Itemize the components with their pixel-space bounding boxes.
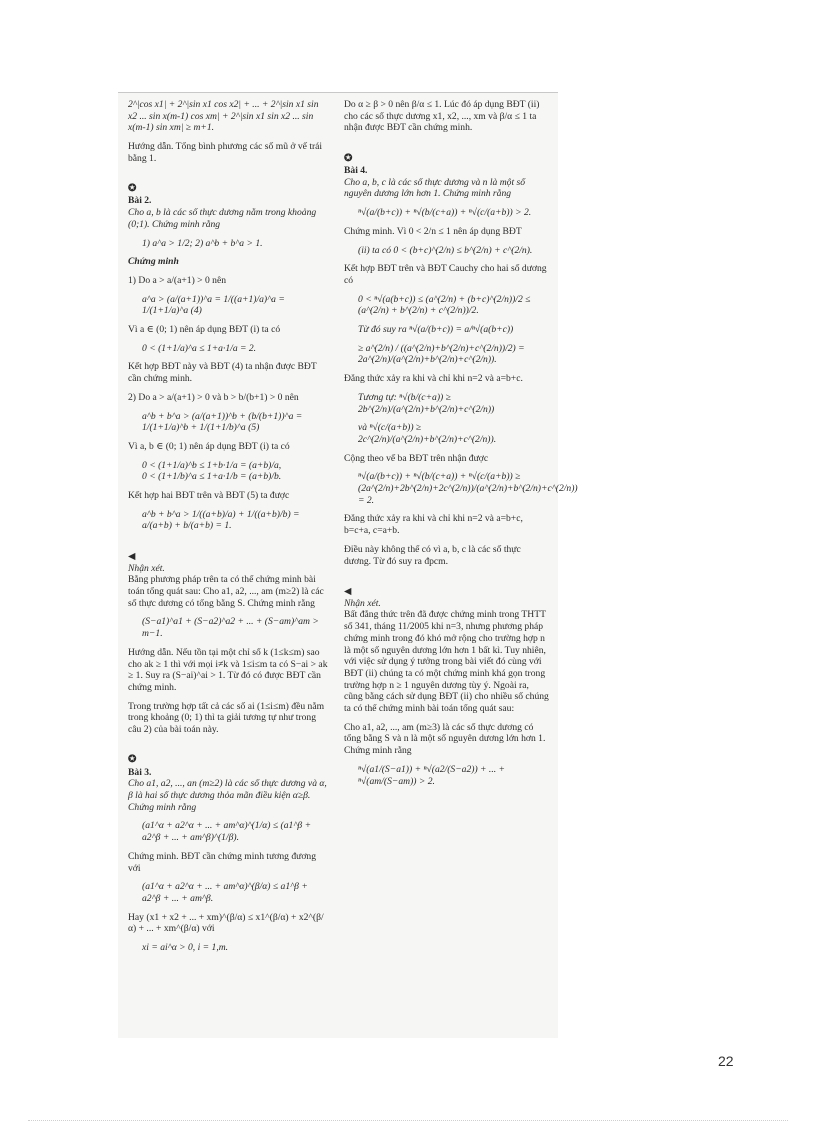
bai3-formula: (a1^α + a2^α + ... + am^α)^(1/α) ≤ (a1^β + a2^β + ... + am^β)^(1/β). <box>142 820 312 844</box>
bai3-eq: (a1^α + a2^α + ... + am^α)^(β/α) ≤ a1^β + a2^β + ... + am^β. <box>142 881 308 904</box>
do-text: Do α ≥ β > 0 nên β/α ≤ 1. Lúc đó áp dụng BĐT (ii) cho các số thực dương x1, x2, ..., xm và β/α ≤ 1 ta nhận được BĐT cần chứng minh. <box>344 99 540 134</box>
bai3-hay: Hay (x1 + x2 + ... + xm)^(β/α) ≤ x1^(β/α) + x2^(β/α) + ... + xm^(β/α) với <box>128 911 324 935</box>
bullet-icon: ✪ <box>344 152 353 164</box>
part2-intro: 2) Do a > a/(a+1) > 0 và b > b/(b+1) > 0 nên <box>128 391 299 403</box>
bai4-text: Cho a, b, c là các số thực dương và n là một số nguyên dương lớn hơn 1. Chứng minh rằng <box>344 176 526 200</box>
nhan-xet-text: Bất đẳng thức trên đã được chứng minh trong THTT số 341, tháng 11/2005 khi n=3, nhưng phương pháp chứng minh trong đó khó mở rộng cho trường hợp n là một số nguyên dương lớn hơn 1 bất kì. Tuy nhiên, với việc sử dụng ý tưởng trong bài viết đó cùng với BĐT (ii) chúng ta có một chứng minh khá gọn trong trường hợp n ≥ 1 nguyên dương tùy ý. Ngoài ra, cũng bằng cách sử dụng BĐT (ii) cho nhiều số chúng ta có thể chứng minh bài toán tổng quát sau: <box>344 609 549 715</box>
intro-hint: Hướng dẫn. Tổng bình phương các số mũ ở vế trái bằng 1. <box>128 141 323 164</box>
part2-eq5: a^b + b^a > (a/(a+1))^b + (b/(b+1))^a = 1/(1+1/a)^b + 1/(1+1/b)^a (5) <box>142 410 303 434</box>
dieu-nay: Điều này không thể có vì a, b, c là các số thực dương. Từ đó suy ra đpcm. <box>344 543 521 567</box>
nhan-xet-label: Nhận xét. <box>128 562 165 574</box>
cong-theo: Cộng theo vế ba BĐT trên nhận được <box>344 452 489 464</box>
remark-icon: ◀ <box>128 550 136 562</box>
dang-thuc-1: Đẳng thức xảy ra khi và chỉ khi n=2 và a=b+c. <box>344 373 523 385</box>
general-formula: ⁿ√(a1/(S−a1)) + ⁿ√(a2/(S−a2)) + ... + ⁿ√(am/(S−am)) > 2. <box>358 763 505 787</box>
bai4-label: Bài 4. <box>344 165 368 176</box>
bullet-icon: ✪ <box>128 754 137 766</box>
part1-ineq: 0 < (1+1/a)^a ≤ 1+a·1/a = 2. <box>142 342 257 354</box>
general-text: Cho a1, a2, ..., am (m≥3) là các số thực dương có tổng bằng S và n là một số nguyên dương lớn hơn 1. Chứng minh rằng <box>344 721 546 757</box>
footer-divider <box>28 1120 788 1121</box>
sum-formula: ⁿ√(a/(b+c)) + ⁿ√(b/(c+a)) + ⁿ√(c/(a+b)) ≥ (2a^(2/n)+2b^(2/n)+2c^(2/n))/(a^(2/n)+b^(2/n)+c^(2/n)) = 2. <box>358 471 578 506</box>
tuong-tu: Tương tự: ⁿ√(b/(c+a)) ≥ 2b^(2/n)/(a^(2/n)+b^(2/n)+c^(2/n)) <box>358 391 495 415</box>
bai2-heading <box>128 172 328 231</box>
nhan-xet-text: Bằng phương pháp trên ta có thể chứng minh bài toán tổng quát sau: Cho a1, a2, ..., am (m≥2) là các số thực dương có tổng bằng S. Chứng minh rằng <box>128 574 324 609</box>
dang-thuc-2: Đẳng thức xảy ra khi và chỉ khi n=2 và a=b+c, b=c+a, c=a+b. <box>344 513 523 537</box>
part1-since: Vì a ∈ (0; 1) nên áp dụng BĐT (i) ta có <box>128 324 281 336</box>
va: và ⁿ√(c/(a+b)) ≥ 2c^(2/n)/(a^(2/n)+b^(2/n)+c^(2/n)). <box>358 422 497 445</box>
nhan-xet-left <box>128 539 328 609</box>
bai2-parts: 1) a^a > 1/2; 2) a^b + b^a > 1. <box>142 237 263 249</box>
bai3-label: Bài 3. <box>128 766 152 778</box>
bai2-label: Bài 2. <box>128 195 152 207</box>
left-column <box>128 99 328 961</box>
cauchy-formula: 0 < ⁿ√(a(b+c)) ≤ (a^(2/n) + (b+c)^(2/n))/2 ≤ (a^(2/n) + b^(2/n) + c^(2/n))/2. <box>358 293 531 317</box>
bai4-heading <box>344 141 549 200</box>
part2-final: a^b + b^a > 1/((a+b)/a) + 1/((a+b)/b) = a/(a+b) + b/(a+b) = 1. <box>142 508 300 532</box>
part1-intro: 1) Do a > a/(a+1) > 0 nên <box>128 274 227 286</box>
part2-since: Vì a, b ∈ (0; 1) nên áp dụng BĐT (i) ta có <box>128 440 290 452</box>
bai3-heading <box>128 743 328 814</box>
part1-conclusion: Kết hợp BĐT này và BĐT (4) ta nhận được BĐT cần chứng minh. <box>128 361 317 385</box>
bai3-condition: xi = ai^α > 0, i = 1,m. <box>142 942 229 954</box>
nhan-xet-right <box>344 574 549 714</box>
cauchy-text: Kết hợp BĐT trên và BĐT Cauchy cho hai số dương có <box>344 263 547 286</box>
bai3-proof: Chứng minh. BĐT cần chứng minh tương đương với <box>128 850 316 874</box>
part2-conclusion: Kết hợp hai BĐT trên và BĐT (5) ta được <box>128 490 290 502</box>
chung-minh-heading: Chứng minh <box>128 256 179 268</box>
huong-dan-2: Hướng dẫn. Nếu tồn tại một chỉ số k (1≤k≤m) sao cho ak ≥ 1 thì với mọi i≠k và 1≤i≤m ta có S−ai > ak ≥ 1. Suy ra (S−ai)^ai > 1. Từ đó có được BĐT cần chứng minh. <box>128 646 328 693</box>
cm-ii: (ii) ta có 0 < (b+c)^(2/n) ≤ b^(2/n) + c^(2/n). <box>358 244 533 256</box>
right-column <box>344 99 578 794</box>
nhan-xet-label: Nhận xét. <box>344 597 381 609</box>
truong-hop: Trong trường hợp tất cả các số ai (1≤i≤m) đều nằm trong khoảng (0; 1) thì ta giải tương tự như trong câu 2) của bài toán này. <box>128 700 325 736</box>
nhan-xet-formula: (S−a1)^a1 + (S−a2)^a2 + ... + (S−am)^am > m−1. <box>142 616 319 640</box>
bullet-icon: ✪ <box>128 183 137 195</box>
bai3-text: Cho a1, a2, ..., an (m≥2) là các số thực dương và α, β là hai số thực dương thỏa mãn điều kiện α≥β. Chứng minh rằng <box>128 778 327 813</box>
cm-intro: Chứng minh. Vì 0 < 2/n ≤ 1 nên áp dụng BĐT <box>344 225 522 237</box>
remark-icon: ◀ <box>344 585 352 597</box>
part2-ineq: 0 < (1+1/a)^b ≤ 1+b·1/a = (a+b)/a, 0 < (1+1/b)^a ≤ 1+a·1/b = (a+b)/b. <box>142 459 282 483</box>
page-number: 22 <box>718 1053 734 1069</box>
part1-eq4: a^a > (a/(a+1))^a = 1/((a+1)/a)^a = 1/(1+1/a)^a (4) <box>142 293 285 317</box>
bai2-text: Cho a, b là các số thực dương nằm trong khoảng (0;1). Chứng minh rằng <box>128 207 317 230</box>
intro-formula: 2^|cos x1| + 2^|sin x1 cos x2| + ... + 2^|sin x1 sin x2 ... sin x(m-1) cos xm| + 2^|sin x1 sin x2 ... sin x(m-1) sin xm| ≥ m+1. <box>128 99 319 134</box>
scanned-page <box>118 92 578 1038</box>
suy-ra: Từ đó suy ra ⁿ√(a/(b+c)) = a/ⁿ√(a(b+c)) <box>358 324 514 336</box>
suy-ra-2: ≥ a^(2/n) / ((a^(2/n)+b^(2/n)+c^(2/n))/2) = 2a^(2/n)/(a^(2/n)+b^(2/n)+c^(2/n)). <box>358 342 525 366</box>
bai4-formula: ⁿ√(a/(b+c)) + ⁿ√(b/(c+a)) + ⁿ√(c/(a+b)) > 2. <box>358 207 532 219</box>
